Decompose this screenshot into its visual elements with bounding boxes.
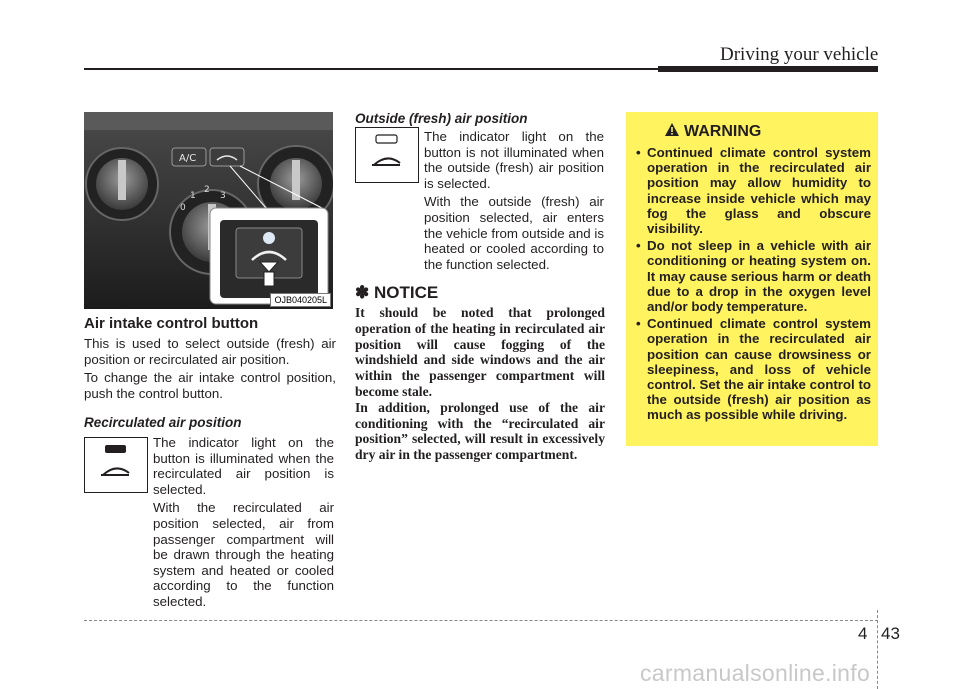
warning-box: [626, 112, 878, 446]
notice-paragraph-2: In addition, prolonged use of the air conditioning with the “recirculated air position” selected, will result in excessively dry air in the passenger compartment.: [355, 399, 605, 463]
warning-item: • Continued climate control system operation in the recirculated air position can cause drowsiness or sleepiness, and loss of vehicle control. Set the air intake control to the outside (fresh) air position as much as possible while driving.: [636, 316, 871, 422]
recirculated-icon: [85, 438, 147, 492]
intro-paragraph: This is used to select outside (fresh) air position or recirculated air position.: [84, 336, 336, 367]
chapter-number: 4: [858, 624, 868, 643]
warning-title: WARNING: [684, 123, 762, 140]
recirculated-text: [153, 435, 334, 610]
instruction-paragraph: To change the air intake control position, push the control button.: [84, 370, 336, 401]
image-code: OJB040205L: [270, 293, 331, 307]
outside-heading: Outside (fresh) air position: [355, 111, 528, 126]
svg-text:2: 2: [204, 185, 210, 195]
warning-triangle-icon: [664, 122, 680, 137]
photo-illustration: [84, 112, 333, 309]
warning-list: [636, 145, 871, 425]
footer-rule: [84, 620, 878, 621]
notice-paragraph-1: It should be noted that prolonged operation of the heating in recirculated air position will cause fogging of the windshield and side windows and the air within the passenger compartment will become stale.: [355, 305, 605, 399]
recirculated-indicator-box: [84, 437, 148, 493]
ac-label: A/C: [179, 153, 197, 164]
warning-item: • Continued climate control system operation in the recirculated air position may allow humidity to increase inside vehicle which may fog the glass and obscure visibility.: [636, 145, 871, 236]
climate-control-photo: [84, 112, 333, 309]
svg-text:3: 3: [220, 191, 226, 201]
warning-item: • Do not sleep in a vehicle with air conditioning or heating system on. It may cause serious harm or death due to a drop in the oxygen level and/or body temperature.: [636, 238, 871, 314]
outside-air-icon: [356, 128, 418, 182]
svg-text:0: 0: [180, 203, 186, 213]
outside-paragraph-1: The indicator light on the button is not illuminated when the outside (fresh) air position is selected.: [424, 129, 604, 191]
section-title: Air intake control button: [84, 315, 259, 332]
notice-title: ✽ NOTICE: [355, 283, 439, 302]
running-header: Driving your vehicle: [720, 44, 879, 65]
notice-block: [355, 283, 605, 463]
watermark: carmanualsonline.info: [640, 660, 871, 686]
svg-text:1: 1: [190, 191, 196, 201]
footer-divider: [877, 610, 878, 689]
header-rule: [84, 68, 662, 70]
recirculated-paragraph-1: The indicator light on the button is illuminated when the recirculated air position is selected.: [153, 435, 334, 497]
outside-indicator-box: [355, 127, 419, 183]
left-column: [84, 315, 336, 430]
page-number: 43: [881, 624, 900, 643]
outside-paragraph-2: With the outside (fresh) air position selected, air enters the vehicle from outside and is heated or cooled according to the function selected.: [424, 194, 604, 272]
outside-text: [424, 129, 604, 272]
header-bar: [658, 66, 878, 72]
recirculated-heading: Recirculated air position: [84, 415, 242, 431]
recirculated-paragraph-2: With the recirculated air position selected, air from passenger compartment will be drawn through the heating system and heated or cooled according to the function selected.: [153, 500, 334, 609]
